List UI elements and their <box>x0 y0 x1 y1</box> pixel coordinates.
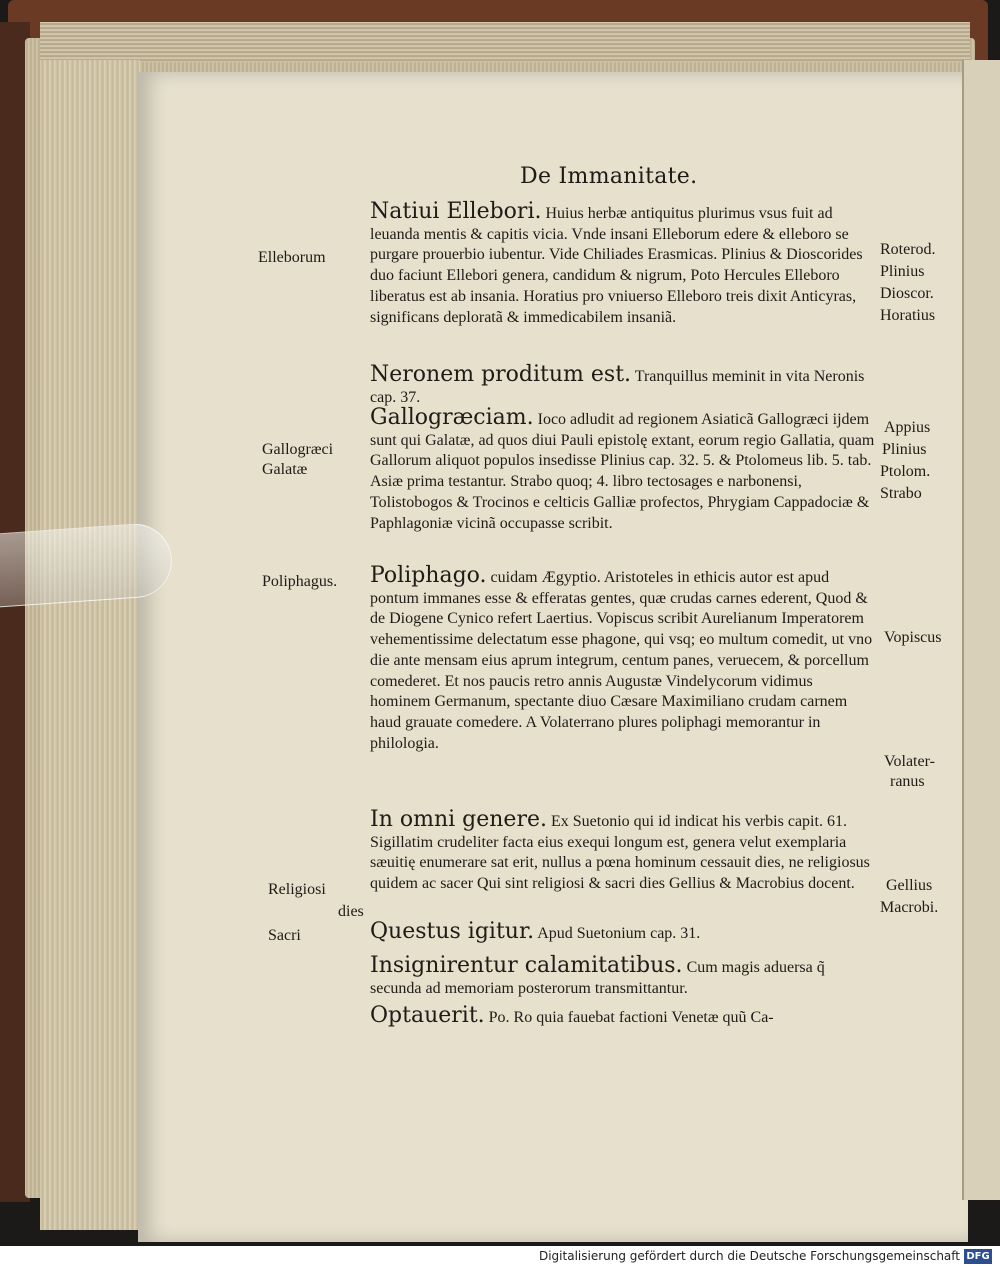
right-margin-note: Dioscor. <box>880 285 934 302</box>
entry-text: Huius herbæ antiquitus plurimus vsus fuit ad leuanda mentis & capitis vicia. Vnde insani Elleborum edere & elleboro se purgare prouerbio iubentur. Vide Chiliades Erasmicas. Plinius & Dioscorides duo faciunt Ellebori genera, candidum & nigrum, Poto Hercules Elleboro liberatus est ab insania. Horatius pro vniuerso Elleboro treis dixit Anticyras, significans deploratã & immedicabilem insaniã. <box>370 205 863 326</box>
entry-text: Ioco adludit ad regionem Asiaticã Gallogræci ijdem sunt qui Galatæ, ad quos diui Pauli epistolę extant, eorum regio Gallatia, quam Gallorum aliquot populos insedisse Plinius cap. 32. 5. & Ptolomeus lib. 5. tab. Asiæ prima testantur. Strabo quoq; 4. libro tectosages e narbonensi, Tolistobogos & Trocinos e celticis Galliæ profectos, Phrygiam Cappadociæ & Paphlagoniæ vicinã occupasse scribit. <box>370 411 875 532</box>
entry-text: Ex Suetonio qui id indicat his verbis capit. 61. Sigillatim crudeliter facta eius exequi longum est, genera velut exemplaria sæuitię enumerare sat erit, nullus a pœna hominum cessauit dies, ne religiosus quidem ac sacer Qui sint religiosi & sacri dies Gellius & Macrobius docent. <box>370 813 870 893</box>
right-margin-note: Strabo <box>880 485 922 502</box>
right-margin-note: Volater- <box>884 753 935 770</box>
left-margin-note: Elleborum <box>258 249 326 266</box>
right-margin-note: Appius <box>884 419 931 436</box>
entry <box>370 919 875 945</box>
right-margin-note: Macrobi. <box>880 899 939 916</box>
entry-lemma: Insignirentur calamitatibus. <box>370 953 683 978</box>
entry <box>370 405 875 534</box>
left-margin-note: Sacri <box>268 927 301 944</box>
entry-text: cuidam Ægyptio. Aristoteles in ethicis autor est apud pontum immanes esse & efferatas gentes, quæ crudas carnes ederent, Quod & de Diogene Cynico refert Laertius. Vopiscus scribit Aurelianum Imperatorem vehementissime delectatum esse phagone, qui vsq; eo multum comedit, ut vno die ante mensam eius aprum integrum, centum panes, veruecem, & porcellum comederet. Et nos paucis retro annis Augustæ Vindelycorum vidimus hominem Germanum, spectante diuo Cæsare Maximiliano crudam carnem haud grauate comedere. A Volaterrano plures poliphagi memorantur in philologia. <box>370 569 873 752</box>
right-margin-note: Plinius <box>880 263 925 280</box>
entry-lemma: Gallogræciam. <box>370 405 534 430</box>
right-margin-note: Vopiscus <box>884 629 942 646</box>
left-margin-note: Poliphagus. <box>262 573 338 590</box>
right-margin-note: Ptolom. <box>880 463 931 480</box>
running-head: De Immanitate. <box>520 164 698 189</box>
facing-page-edge <box>962 60 1000 1200</box>
left-margin-note: Religiosi <box>268 881 326 898</box>
entry-lemma: Questus igitur. <box>370 919 535 944</box>
entry-lemma: Optauerit. <box>370 1003 485 1028</box>
entry-lemma: Natiui Ellebori. <box>370 199 542 224</box>
left-margin-note: Gallogræci <box>262 441 334 458</box>
left-margin-note: dies <box>338 903 364 920</box>
entry-text: Cum magis aduersa q̃ secunda ad memoriam posterorum transmittantur. <box>370 959 825 997</box>
page-edges <box>40 60 140 1230</box>
entry <box>370 199 875 328</box>
entry-lemma: Poliphago. <box>370 563 487 588</box>
funding-credit: Digitalisierung gefördert durch die Deutsche Forschungsgemeinschaft <box>538 1249 960 1263</box>
right-margin-note: Plinius <box>882 441 927 458</box>
right-margin-note: ranus <box>890 773 925 790</box>
entry-lemma: In omni genere. <box>370 807 547 832</box>
page-stack-top <box>40 22 970 62</box>
entry <box>370 1003 875 1029</box>
entry <box>370 953 875 999</box>
entry <box>370 807 875 895</box>
entry-text: Po. Ro quia fauebat factioni Venetæ quũ Ca- <box>488 1009 774 1026</box>
left-margin-note: Galatæ <box>262 461 308 478</box>
entry-lemma: Neronem proditum est. <box>370 362 632 387</box>
footer-bar <box>0 1246 1000 1268</box>
right-margin-note: Horatius <box>880 307 936 324</box>
entry <box>370 563 875 754</box>
right-margin-note: Gellius <box>886 877 933 894</box>
right-margin-note: Roterod. <box>880 241 936 258</box>
entry-text: Apud Suetonium cap. 31. <box>537 925 701 942</box>
dfg-logo: DFG <box>964 1249 992 1264</box>
entry-text: Tranquillus meminit in vita Neronis cap. 37. <box>370 368 865 406</box>
entry <box>370 362 875 408</box>
